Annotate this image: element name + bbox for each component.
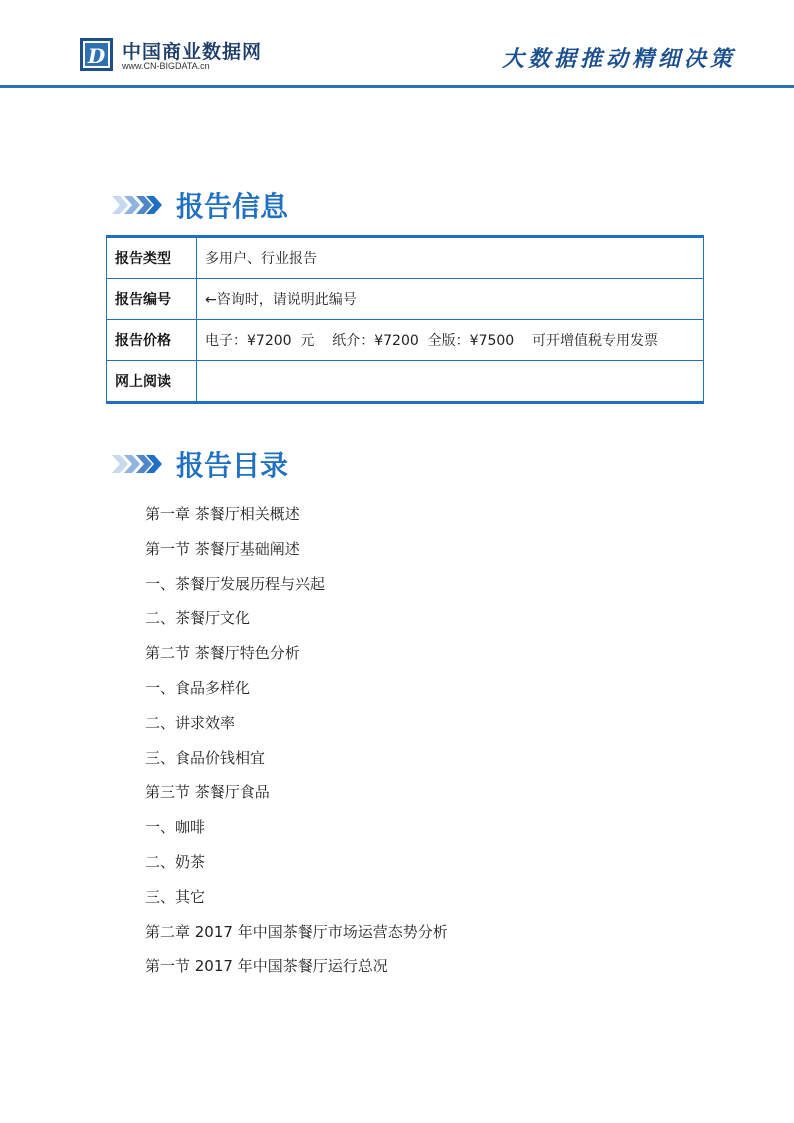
row-label: 报告编号: [107, 279, 197, 320]
section-title: 报告目录: [176, 449, 289, 482]
logo-mark: D: [87, 44, 106, 68]
row-label: 报告类型: [107, 237, 197, 279]
page-header: [0, 0, 794, 92]
slogan: 大数据推动精细决策: [502, 46, 737, 72]
row-label: 报告价格: [107, 320, 197, 361]
toc-item: 二、茶餐厅文化: [145, 609, 251, 628]
toc-item: 第二节 茶餐厅特色分析: [145, 644, 300, 663]
toc-item: 三、食品价钱相宜: [145, 748, 266, 767]
toc-item: 二、讲求效率: [145, 713, 236, 732]
report-info-heading: [112, 185, 288, 225]
table-row: [107, 279, 704, 320]
row-value: ←咨询时，请说明此编号: [197, 279, 704, 320]
section-title: 报告信息: [176, 190, 289, 223]
toc-item: 第二章 2017 年中国茶餐厅市场运营态势分析: [145, 922, 448, 941]
toc-item: 二、奶茶: [145, 852, 206, 871]
chevron-arrows-icon: [112, 453, 162, 475]
logo-url: www.CN-BIGDATA.cn: [122, 61, 210, 71]
toc-item: 第三节 茶餐厅食品: [145, 783, 270, 802]
logo-icon: [80, 38, 113, 71]
toc-item: 一、食品多样化: [145, 678, 251, 697]
chevron-arrows-icon: [112, 194, 162, 216]
toc-item: 第一节 2017 年中国茶餐厅运行总况: [145, 957, 388, 976]
table-of-contents: [145, 504, 448, 991]
row-value: 电子：¥7200 元 纸介：¥7200 全版：¥7500 可开增值税专用发票: [197, 320, 704, 361]
toc-item: 一、咖啡: [145, 818, 206, 837]
toc-item: 第一章 茶餐厅相关概述: [145, 505, 300, 523]
table-row: [107, 320, 704, 361]
report-info-table: [106, 235, 704, 404]
row-value: 多用户、行业报告: [197, 237, 704, 279]
toc-item: 第一节 茶餐厅基础阐述: [145, 539, 300, 558]
logo-name: 中国商业数据网: [122, 41, 263, 63]
row-value[interactable]: [197, 361, 704, 403]
toc-item: 一、茶餐厅发展历程与兴起: [145, 574, 326, 593]
row-label: 网上阅读: [107, 361, 197, 403]
table-row: [107, 237, 704, 279]
toc-item: 三、其它: [145, 887, 206, 906]
toc-heading: [112, 444, 288, 484]
table-row: [107, 361, 704, 403]
header-divider: [0, 85, 794, 88]
